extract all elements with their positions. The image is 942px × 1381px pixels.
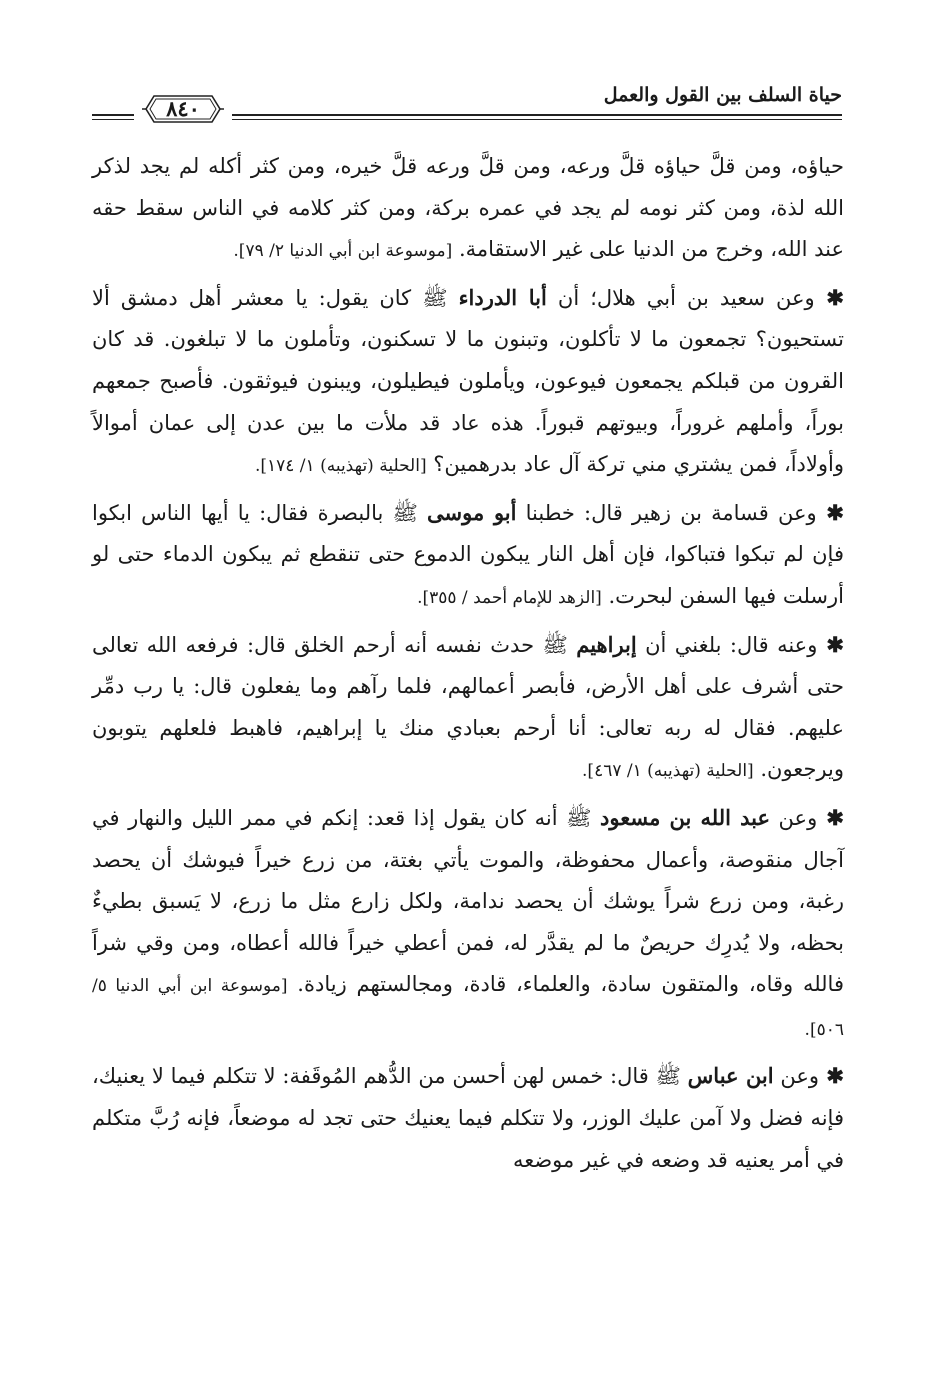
paragraph-text: ﷺ كان يقول: يا معشر أهل دمشق ألا تستحيون؟ تجمعون ما لا تأكلون، وتبنون ما لا تسكنون، وتأملون ما لا تبلغون. قد كان القرون من قبلكم يجمعون فيوعون، ويأملون فيطيلون، ويبنون فيوثقون. فأصبح جمعهم بوراً، وأملهم غروراً، وبيوتهم قبوراً. هذه عاد قد ملأت ما بين عدن إلى عمان أموالاً وأولاداً، فمن يشتري مني تركة آل عاد بدرهمين؟	[92, 285, 844, 477]
paragraph	[92, 277, 844, 488]
paragraph-text: ﷺ بالبصرة فقال: يا أيها الناس ابكوا فإن لم تبكوا فتباكوا، فإن أهل النار يبكون الدموع حتى تنقطع ثم يبكون الدماء حتى لو أرسلت فيها السفن لبحرت.	[92, 500, 844, 608]
page-number-frame	[140, 92, 226, 126]
paragraph-text: ﷺ حدث نفسه أنه أرحم الخلق قال: فرفعه الله تعالى حتى أشرف على أهل الأرض، فأبصر أعمالهم، فلما رآهم وما يفعلون قال: يا رب دمِّر عليهم. فقال له ربه تعالى: أنا أرحم بعبادي منك يا إبراهيم، فاهبط فلعلهم يتوبون ويرجعون.	[92, 632, 844, 782]
companion-name: ابن عباس	[687, 1063, 774, 1089]
star-bullet-icon: ✱	[816, 499, 844, 525]
header-rule-left	[92, 114, 134, 116]
header-rule	[232, 114, 842, 116]
header-rule-thin	[232, 119, 842, 120]
citation: [الحلية (تهذيبه) ١/ ١٧٤].	[254, 456, 427, 477]
paragraph	[92, 797, 844, 1052]
star-bullet-icon: ✱	[817, 631, 844, 657]
citation: [الزهد للإمام أحمد / ٣٥٥].	[417, 587, 602, 608]
page-body	[92, 146, 844, 1185]
header-rule-left-thin	[92, 119, 134, 120]
page-header	[92, 78, 842, 126]
paragraph	[92, 1055, 844, 1181]
paragraph-lead: وعن قسامة بن زهير قال: خطبنا	[516, 500, 817, 525]
paragraph-lead: وعن	[770, 805, 818, 830]
paragraph-lead: وعن سعيد بن أبي هلال؛ أن	[546, 285, 815, 310]
paragraph-lead: وعنه قال: بلغني أن	[636, 632, 818, 657]
paragraph-text: حياؤه، ومن قلَّ حياؤه قلَّ ورعه، ومن قلَّ ورعه قلَّ خيره، ومن كثر أكله لم يجد لذكر الله لذة، ومن كثر نومه لم يجد في عمره بركة، ومن كثر كلامه في الناس سقط حقه عند الله، وخرج من الدنيا على غير الاستقامة.	[92, 154, 844, 262]
citation: [موسوعة ابن أبي الدنيا ٥/ ٥٠٦].	[92, 976, 844, 1040]
citation: [موسوعة ابن أبي الدنيا ٢/ ٧٩].	[233, 241, 453, 262]
paragraph-lead: وعن	[773, 1064, 820, 1089]
paragraph	[92, 624, 844, 793]
paragraph	[92, 492, 844, 620]
running-title: حياة السلف بين القول والعمل	[603, 84, 842, 106]
citation: [الحلية (تهذيبه) ١/ ٤٦٧].	[582, 761, 754, 782]
star-bullet-icon: ✱	[814, 284, 844, 310]
paragraph	[92, 146, 844, 273]
companion-name: أبا الدرداء	[458, 284, 547, 310]
companion-name: أبو موسى	[427, 499, 517, 525]
page-number: ٨٤٠	[166, 96, 200, 121]
prophet-name: إبراهيم	[576, 631, 637, 657]
star-bullet-icon: ✱	[817, 804, 844, 830]
paragraph-text: ﷺ أنه كان يقول إذا قعد: إنكم في ممر الليل والنهار في آجال منقوصة، وأعمال محفوظة، والموت يأتي بغتة، من زرع خيراً فيوشك أن يحصد رغبة، ومن زرع شراً يوشك أن يحصد ندامة، ولكل زارع مثل ما زرع، لا يَسبق بطيءٌ بحظه، ولا يُدرِك حريصٌ ما لم يقدَّر له، فمن أعطي خيراً فالله أعطاه، ومن وقي شراً فالله وقاه، والمتقون سادة، والعلماء، قادة، ومجالستهم زيادة.	[92, 805, 844, 997]
star-bullet-icon: ✱	[819, 1063, 844, 1089]
paragraph-text: ﷺ قال: خمس لهن أحسن من الدُّهم المُوقَفة: لا تتكلم فيما لا يعنيك، فإنه فضل ولا آمن عليك الوزر، ولا تتكلم فيما يعنيك حتى تجد له موضعاً، فإنه رُبَّ متكلم في أمر يعنيه قد وضعه في غير موضعه	[92, 1064, 844, 1172]
companion-name: عبد الله بن مسعود	[600, 804, 771, 830]
